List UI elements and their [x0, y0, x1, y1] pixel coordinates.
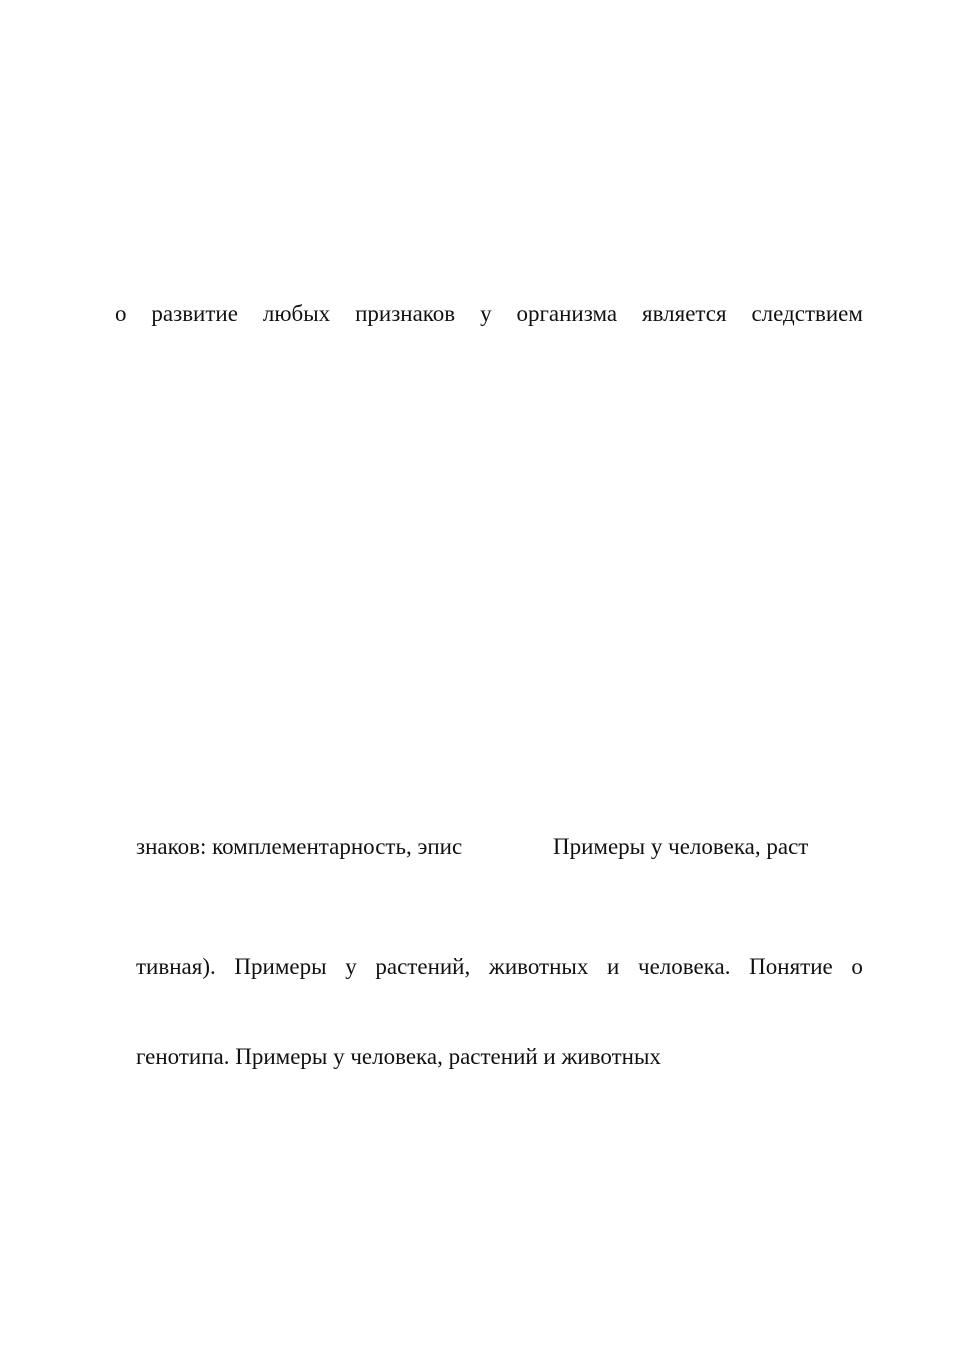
word: является — [642, 301, 727, 326]
word: и — [607, 954, 620, 979]
word: у — [480, 301, 492, 326]
text-line-2-right: Примеры у человека, раст — [553, 834, 809, 859]
word: организма — [516, 301, 618, 326]
word: у — [345, 954, 357, 979]
word: следствием — [751, 301, 863, 326]
word: тивная). — [136, 954, 216, 979]
text-line-4: генотипа. Примеры у человека, растений и животных — [136, 1044, 661, 1069]
text-line-2-left: знаков: комплементарность, эпис — [136, 834, 463, 859]
text-line-1 — [115, 300, 863, 328]
text-line-3 — [136, 953, 863, 981]
word: Понятие — [749, 954, 833, 979]
word: животных — [488, 954, 589, 979]
word: Примеры — [234, 954, 327, 979]
word: признаков — [355, 301, 456, 326]
word: о — [115, 301, 127, 326]
word: растений, — [375, 954, 471, 979]
word: о — [851, 954, 863, 979]
word: человека. — [638, 954, 731, 979]
word: развитие — [151, 301, 238, 326]
word: любых — [262, 301, 331, 326]
